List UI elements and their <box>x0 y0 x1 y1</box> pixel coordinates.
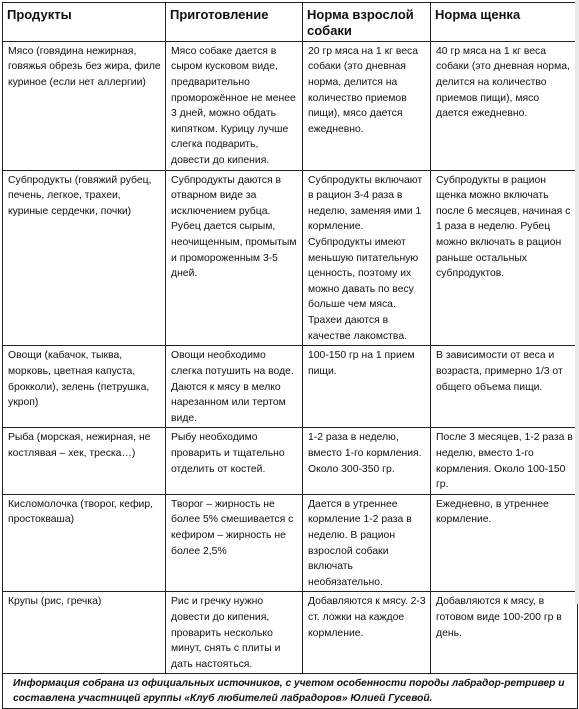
scrollbar[interactable] <box>575 0 579 604</box>
puppy-norm-cell: В зависимости от веса и возраста, примерно 1/3 от общего объема пищи. <box>431 346 578 428</box>
preparation-cell: Рис и гречку нужно довести до кипения, проварить несколько минут, снять с плиты и дать настояться. <box>166 592 303 674</box>
product-cell: Кисломолочка (творог, кефир, простокваша) <box>3 494 166 592</box>
header-preparation: Приготовление <box>166 3 303 42</box>
preparation-cell: Овощи необходимо слегка потушить на воде. Даются к мясу в мелко нарезанном или тертом виде. <box>166 346 303 428</box>
table-row <box>3 170 578 346</box>
adult-norm-cell: 1-2 раза в неделю, вместо 1-го кормления. Около 300-350 гр. <box>303 428 431 494</box>
feeding-table <box>2 2 578 709</box>
product-cell: Крупы (рис, гречка) <box>3 592 166 674</box>
table-row <box>3 494 578 592</box>
header-adult-norm: Норма взрослой собаки <box>303 3 431 42</box>
puppy-norm-cell: Добавляются к мясу, в готовом виде 100-200 гр в день. <box>431 592 578 674</box>
header-products: Продукты <box>3 3 166 42</box>
preparation-cell: Творог – жирность не более 5% смешивается с кефиром – жирность не более 2,5% <box>166 494 303 592</box>
product-cell: Овощи (кабачок, тыква, морковь, цветная капуста, брокколи), зелень (петрушка, укроп) <box>3 346 166 428</box>
product-cell: Рыба (морская, нежирная, не костлявая – хек, треска…) <box>3 428 166 494</box>
table-row <box>3 428 578 494</box>
puppy-norm-cell: 40 гр мяса на 1 кг веса собаки (это дневная норма, делится на количество приемов пищи), мясо дается ежедневно. <box>431 41 578 170</box>
header-row <box>3 3 578 42</box>
preparation-cell: Субпродукты даются в отварном виде за исключением рубца. Рубец дается сырым, неочищенным, промытым и промороженным 3-5 дней. <box>166 170 303 346</box>
adult-norm-cell: Добавляются к мясу. 2-3 ст. ложки на каждое кормление. <box>303 592 431 674</box>
product-cell: Мясо (говядина нежирная, говяжья обрезь без жира, филе куриное (если нет аллергии) <box>3 41 166 170</box>
puppy-norm-cell: Субпродукты в рацион щенка можно включать после 6 месяцев, начиная с 1 раза в неделю. Рубец можно включать в рацион раньше остальных субпродуктов. <box>431 170 578 346</box>
table-row <box>3 592 578 674</box>
preparation-cell: Рыбу необходимо проварить и тщательно отделить от костей. <box>166 428 303 494</box>
puppy-norm-cell: Ежедневно, в утреннее кормление. <box>431 494 578 592</box>
adult-norm-cell: Дается в утреннее кормление 1-2 раза в неделю. В рацион взрослой собаки включать необязательно. <box>303 494 431 592</box>
puppy-norm-cell: После 3 месяцев, 1-2 раза в неделю, вместо 1-го кормления. Около 100-150 гр. <box>431 428 578 494</box>
adult-norm-cell: Субпродукты включают в рацион 3-4 раза в неделю, заменяя ими 1 кормление. Субпродукты имеют меньшую питательную ценность, поэтому их можно давать по весу больше чем мяса. Трахеи даются в качестве лакомства. <box>303 170 431 346</box>
footer-row <box>3 674 578 709</box>
product-cell: Субпродукты (говяжий рубец, печень, легкое, трахеи, куриные сердечки, почки) <box>3 170 166 346</box>
adult-norm-cell: 100-150 гр на 1 прием пищи. <box>303 346 431 428</box>
adult-norm-cell: 20 гр мяса на 1 кг веса собаки (это дневная норма, делится на количество приемов пищи), мясо дается ежедневно. <box>303 41 431 170</box>
header-puppy-norm: Норма щенка <box>431 3 578 42</box>
table-row <box>3 346 578 428</box>
source-note: Информация собрана из официальных источников, с учетом особенности породы лабрадор-ретривер и составлена участницей группы «Клуб любителей лабрадоров» Юлией Гусевой. <box>3 674 578 709</box>
preparation-cell: Мясо собаке дается в сыром кусковом виде, предварительно проморожённое не менее 3 дней, можно обдать кипятком. Курицу лучше слегка подварить, довести до кипения. <box>166 41 303 170</box>
table-row <box>3 41 578 170</box>
